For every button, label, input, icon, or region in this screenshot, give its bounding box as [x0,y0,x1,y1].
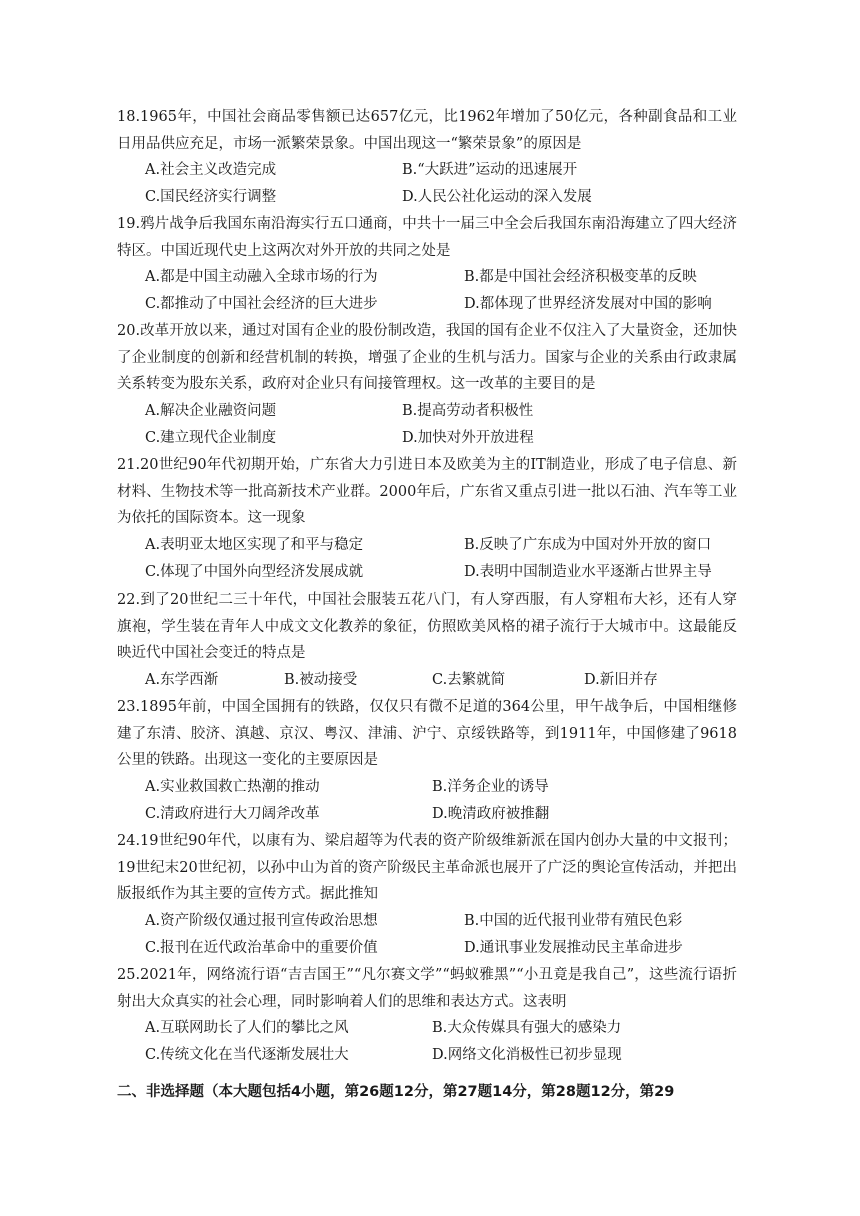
question-20 [117,318,737,398]
option-d[interactable]: D.新旧并存 [584,672,658,688]
option-c[interactable]: C.都推动了中国社会经济的巨大进步 [145,295,378,312]
option-row [145,264,745,291]
option-d[interactable]: D.通讯事业发展推动民主革命进步 [464,939,683,956]
question-stem: 22.到了20世纪二三十年代，中国社会服装五花八门，有人穿西服，有人穿粗布大衫，还有人穿旗袍，学生装在青年人中成文文化教养的象征，仿照欧美风格的裙子流行于大城市中。这最能反映近代中国社会变迁的特点是 [117,592,737,662]
question-23-options [145,774,745,827]
question-22 [117,587,737,667]
option-row [145,935,745,962]
option-d[interactable]: D.都体现了世界经济发展对中国的影响 [464,295,712,312]
question-20-options [145,398,745,451]
option-row [145,157,745,184]
option-d[interactable]: D.人民公社化运动的深入发展 [402,188,592,205]
option-b[interactable]: B.中国的近代报刊业带有殖民色彩 [464,913,683,929]
option-d[interactable]: D.网络文化消极性已初步显现 [432,1046,622,1063]
option-b[interactable]: B.被动接受 [284,672,358,688]
option-row [145,291,745,318]
option-row [145,667,745,694]
question-21-options [145,532,745,585]
option-b[interactable]: B.洋务企业的诱导 [432,779,549,795]
question-18 [117,104,737,157]
question-stem: 21.20世纪90年代初期开始，广东省大力引进日本及欧美为主的IT制造业，形成了电子信息、新材料、生物技术等一批高新技术产业群。2000年后，广东省又重点引进一批以石油、汽车等工业为依托的国际资本。这一现象 [117,457,737,527]
option-row [145,1042,745,1069]
section-heading: 二、非选择题（本大题包括4小题，第26题12分，第27题14分，第28题12分，第29 [117,1084,675,1100]
question-24-options [145,908,745,961]
option-c[interactable]: C.报刊在近代政治革命中的重要价值 [145,939,378,956]
option-b[interactable]: B.大众传媒具有强大的感染力 [432,1020,622,1036]
option-row [145,1015,745,1042]
option-a[interactable]: A.都是中国主动融入全球市场的行为 [145,269,378,285]
option-a[interactable]: A.资产阶级仅通过报刊宣传政治思想 [145,913,378,929]
option-row [145,908,745,935]
option-c[interactable]: C.去繁就简 [432,672,506,688]
option-row [145,425,745,452]
option-b[interactable]: B.提高劳动者积极性 [402,403,534,419]
question-stem: 24.19世纪90年代，以康有为、梁启超等为代表的资产阶级维新派在国内创办大量的中文报刊；19世纪末20世纪初，以孙中山为首的资产阶级民主革命派也展开了广泛的舆论宣传活动，并把出版报纸作为其主要的宣传方式。据此推知 [117,833,737,903]
option-a[interactable]: A.实业救国救亡热潮的推动 [145,779,320,795]
option-row [145,184,745,211]
question-19-options [145,264,745,317]
option-c[interactable]: C.建立现代企业制度 [145,429,277,446]
question-25 [117,962,737,1015]
question-stem: 18.1965年，中国社会商品零售额已达657亿元，比1962年增加了50亿元，各种副食品和工业日用品供应充足，市场一派繁荣景象。中国出现这一“繁荣景象”的原因是 [117,109,737,152]
question-25-options [145,1015,745,1068]
question-18-options [145,157,745,210]
option-a[interactable]: A.表明亚太地区实现了和平与稳定 [145,537,364,553]
question-stem: 25.2021年，网络流行语“吉吉国王”“凡尔赛文学”“蚂蚁雅黑”“小丑竟是我自己”，这些流行语折射出大众真实的社会心理，同时影响着人们的思维和表达方式。这表明 [117,967,737,1010]
question-23 [117,694,737,774]
option-row [145,559,745,586]
option-row [145,774,745,801]
option-b[interactable]: B.“大跃进”运动的迅速展开 [402,162,578,178]
option-a[interactable]: A.解决企业融资问题 [145,403,277,419]
question-stem: 23.1895年前，中国全国拥有的铁路，仅仅只有微不足道的364公里，甲午战争后，中国相继修建了东清、胶济、滇越、京汉、粤汉、津浦、沪宁、京绥铁路等，到1911年，中国修建了9618公里的铁路。出现这一变化的主要原因是 [117,699,737,769]
option-d[interactable]: D.晚清政府被推翻 [432,805,550,822]
option-row [145,801,745,828]
option-c[interactable]: C.清政府进行大刀阔斧改革 [145,805,320,822]
question-stem: 20.改革开放以来，通过对国有企业的股份制改造，我国的国有企业不仅注入了大量资金，还加快了企业制度的创新和经营机制的转换，增强了企业的生机与活力。国家与企业的关系由行政隶属关系转变为股东关系，政府对企业只有间接管理权。这一改革的主要目的是 [117,323,737,393]
option-d[interactable]: D.表明中国制造业水平逐渐占世界主导 [464,563,712,580]
option-c[interactable]: C.体现了中国外向型经济发展成就 [145,563,364,580]
option-row [145,398,745,425]
option-a[interactable]: A.东学西渐 [145,672,219,688]
question-24 [117,828,737,908]
option-b[interactable]: B.反映了广东成为中国对外开放的窗口 [464,537,712,553]
question-stem: 19.鸦片战争后我国东南沿海实行五口通商，中共十一届三中全会后我国东南沿海建立了四大经济特区。中国近现代史上这两次对外开放的共同之处是 [117,216,737,259]
option-d[interactable]: D.加快对外开放进程 [402,429,534,446]
option-c[interactable]: C.国民经济实行调整 [145,188,277,205]
question-21 [117,452,737,532]
option-b[interactable]: B.都是中国社会经济积极变革的反映 [464,269,697,285]
option-a[interactable]: A.互联网助长了人们的攀比之风 [145,1020,349,1036]
option-row [145,532,745,559]
question-19 [117,211,737,264]
option-c[interactable]: C.传统文化在当代逐渐发展壮大 [145,1046,349,1063]
question-22-options [145,667,745,694]
option-a[interactable]: A.社会主义改造完成 [145,162,277,178]
